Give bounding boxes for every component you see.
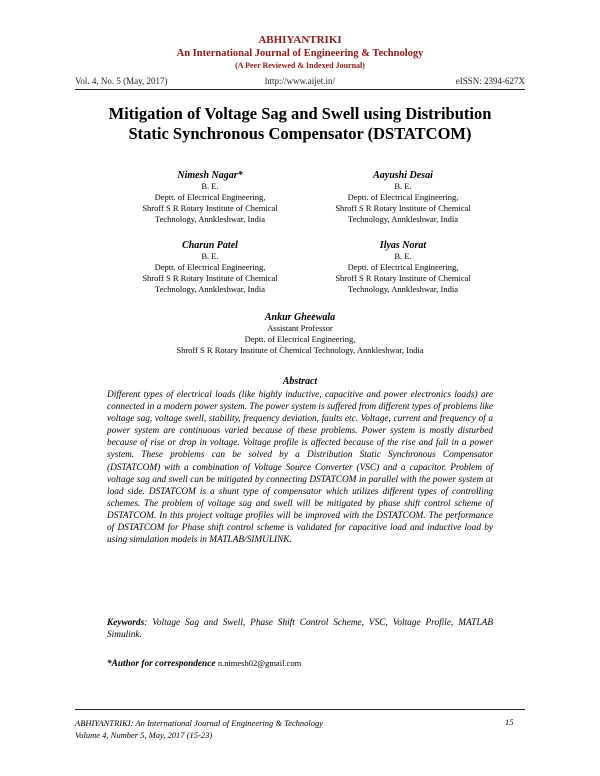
author-loc: Technology, Annkleshwar, India <box>155 214 265 224</box>
issn: eISSN: 2394-627X <box>455 76 525 86</box>
author-inst: Shroff S R Rotary Institute of Chemical <box>142 203 278 213</box>
paper-title <box>60 104 540 144</box>
author-inst: Shroff S R Rotary Institute of Chemical <box>335 203 471 213</box>
author-loc: Technology, Annkleshwar, India <box>348 284 458 294</box>
journal-peer-note: (A Peer Reviewed & Indexed Journal) <box>235 61 365 70</box>
author-degree: B. E. <box>201 251 219 261</box>
footer-line-1: ABHIYANTRIKI: An International Journal of Engineering & Technology <box>75 718 324 728</box>
author-dept: Deptt. of Electrical Engineering, <box>347 192 459 202</box>
author-inst: Shroff S R Rotary Institute of Chemical <box>142 273 278 283</box>
author-dept: Deptt. of Electrical Engineering, <box>154 262 266 272</box>
author-loc: Technology, Annkleshwar, India <box>348 214 458 224</box>
abstract-heading: Abstract <box>282 376 318 387</box>
author-name: Nimesh Nagar* <box>177 170 243 181</box>
author-degree: B. E. <box>394 251 412 261</box>
author-dept: Deptt. of Electrical Engineering, <box>347 262 459 272</box>
author-degree: B. E. <box>201 181 219 191</box>
journal-url[interactable]: http://www.aijet.in/ <box>265 76 335 86</box>
title-line-1: Mitigation of Voltage Sag and Swell using Distribution <box>108 104 492 123</box>
footer-citation <box>75 717 323 741</box>
author-block <box>283 170 523 225</box>
footer-line-2: Volume 4, Number 5, May, 2017 (15-23) <box>75 730 213 740</box>
title-line-2: Static Synchronous Compensator (DSTATCOM) <box>128 124 472 143</box>
author-block <box>283 240 523 295</box>
correspondence <box>107 658 301 669</box>
author-loc: Technology, Annkleshwar, India <box>155 284 265 294</box>
journal-name: ABHIYANTRIKI <box>258 34 342 46</box>
journal-subtitle: An International Journal of Engineering & Technology <box>176 48 424 59</box>
author-dept: Deptt. of Electrical Engineering, <box>244 334 356 344</box>
author-name: Ankur Gheewala <box>264 312 336 323</box>
author-inst: Shroff S R Rotary Institute of Chemical Technology, Annkleshwar, India <box>176 345 424 355</box>
author-block-supervisor <box>0 312 600 356</box>
author-role: Assistant Professor <box>267 323 333 333</box>
author-name: Ilyas Norat <box>379 240 427 251</box>
keywords <box>107 617 493 641</box>
keywords-text: : Voltage Sag and Swell, Phase Shift Control Scheme, VSC, Voltage Profile, MATLAB Simulink. <box>107 618 493 640</box>
page-number: 15 <box>505 717 514 727</box>
correspondence-email[interactable]: n.nimesh02@gmail.com <box>217 658 302 668</box>
author-dept: Deptt. of Electrical Engineering, <box>154 192 266 202</box>
author-degree: B. E. <box>394 181 412 191</box>
keywords-label: Keywords <box>107 618 145 628</box>
footer-rule <box>75 709 525 710</box>
author-inst: Shroff S R Rotary Institute of Chemical <box>335 273 471 283</box>
correspondence-label: *Author for correspondence <box>107 659 216 669</box>
author-name: Aayushi Desai <box>373 170 433 181</box>
abstract-text: Different types of electrical loads (like highly inductive, capacitive and power electronics loads) are connected in a modern power system. The power system is suffered from different types of problems like voltage sag, voltage swell, stability, frequency deviation, faults etc. Voltage, current and frequency of a power system are continuous varied because of these problems. Power system is mostly disturbed because of rise or drop in voltage. Voltage profile is affected because of the rise and fall in a power system. These problems can be solved by a Distribution Static Synchronous Compensator (DSTATCOM) with a combination of Voltage Source Converter (VSC) and a capacitor. Problem of voltage sag and swell can be mitigated by connecting DSTATCOM in parallel with the power system at load side. DSTATCOM is a shunt type of compensator which utilizes different types of controlling schemes. The problem of voltage sag and swell will be mitigated by phase shift control scheme of DSTATCOM. In this project voltage profiles will be improved with the DSTATCOM. The performance of DSTATCOM for Phase shift control scheme is validated for capacitive load and inductive load by using simulation models in MATLAB/SIMULINK. <box>107 390 493 546</box>
author-name: Charun Patel <box>182 240 238 251</box>
header-rule <box>75 89 525 90</box>
volume-info: Vol. 4, No. 5 (May, 2017) <box>75 76 168 86</box>
